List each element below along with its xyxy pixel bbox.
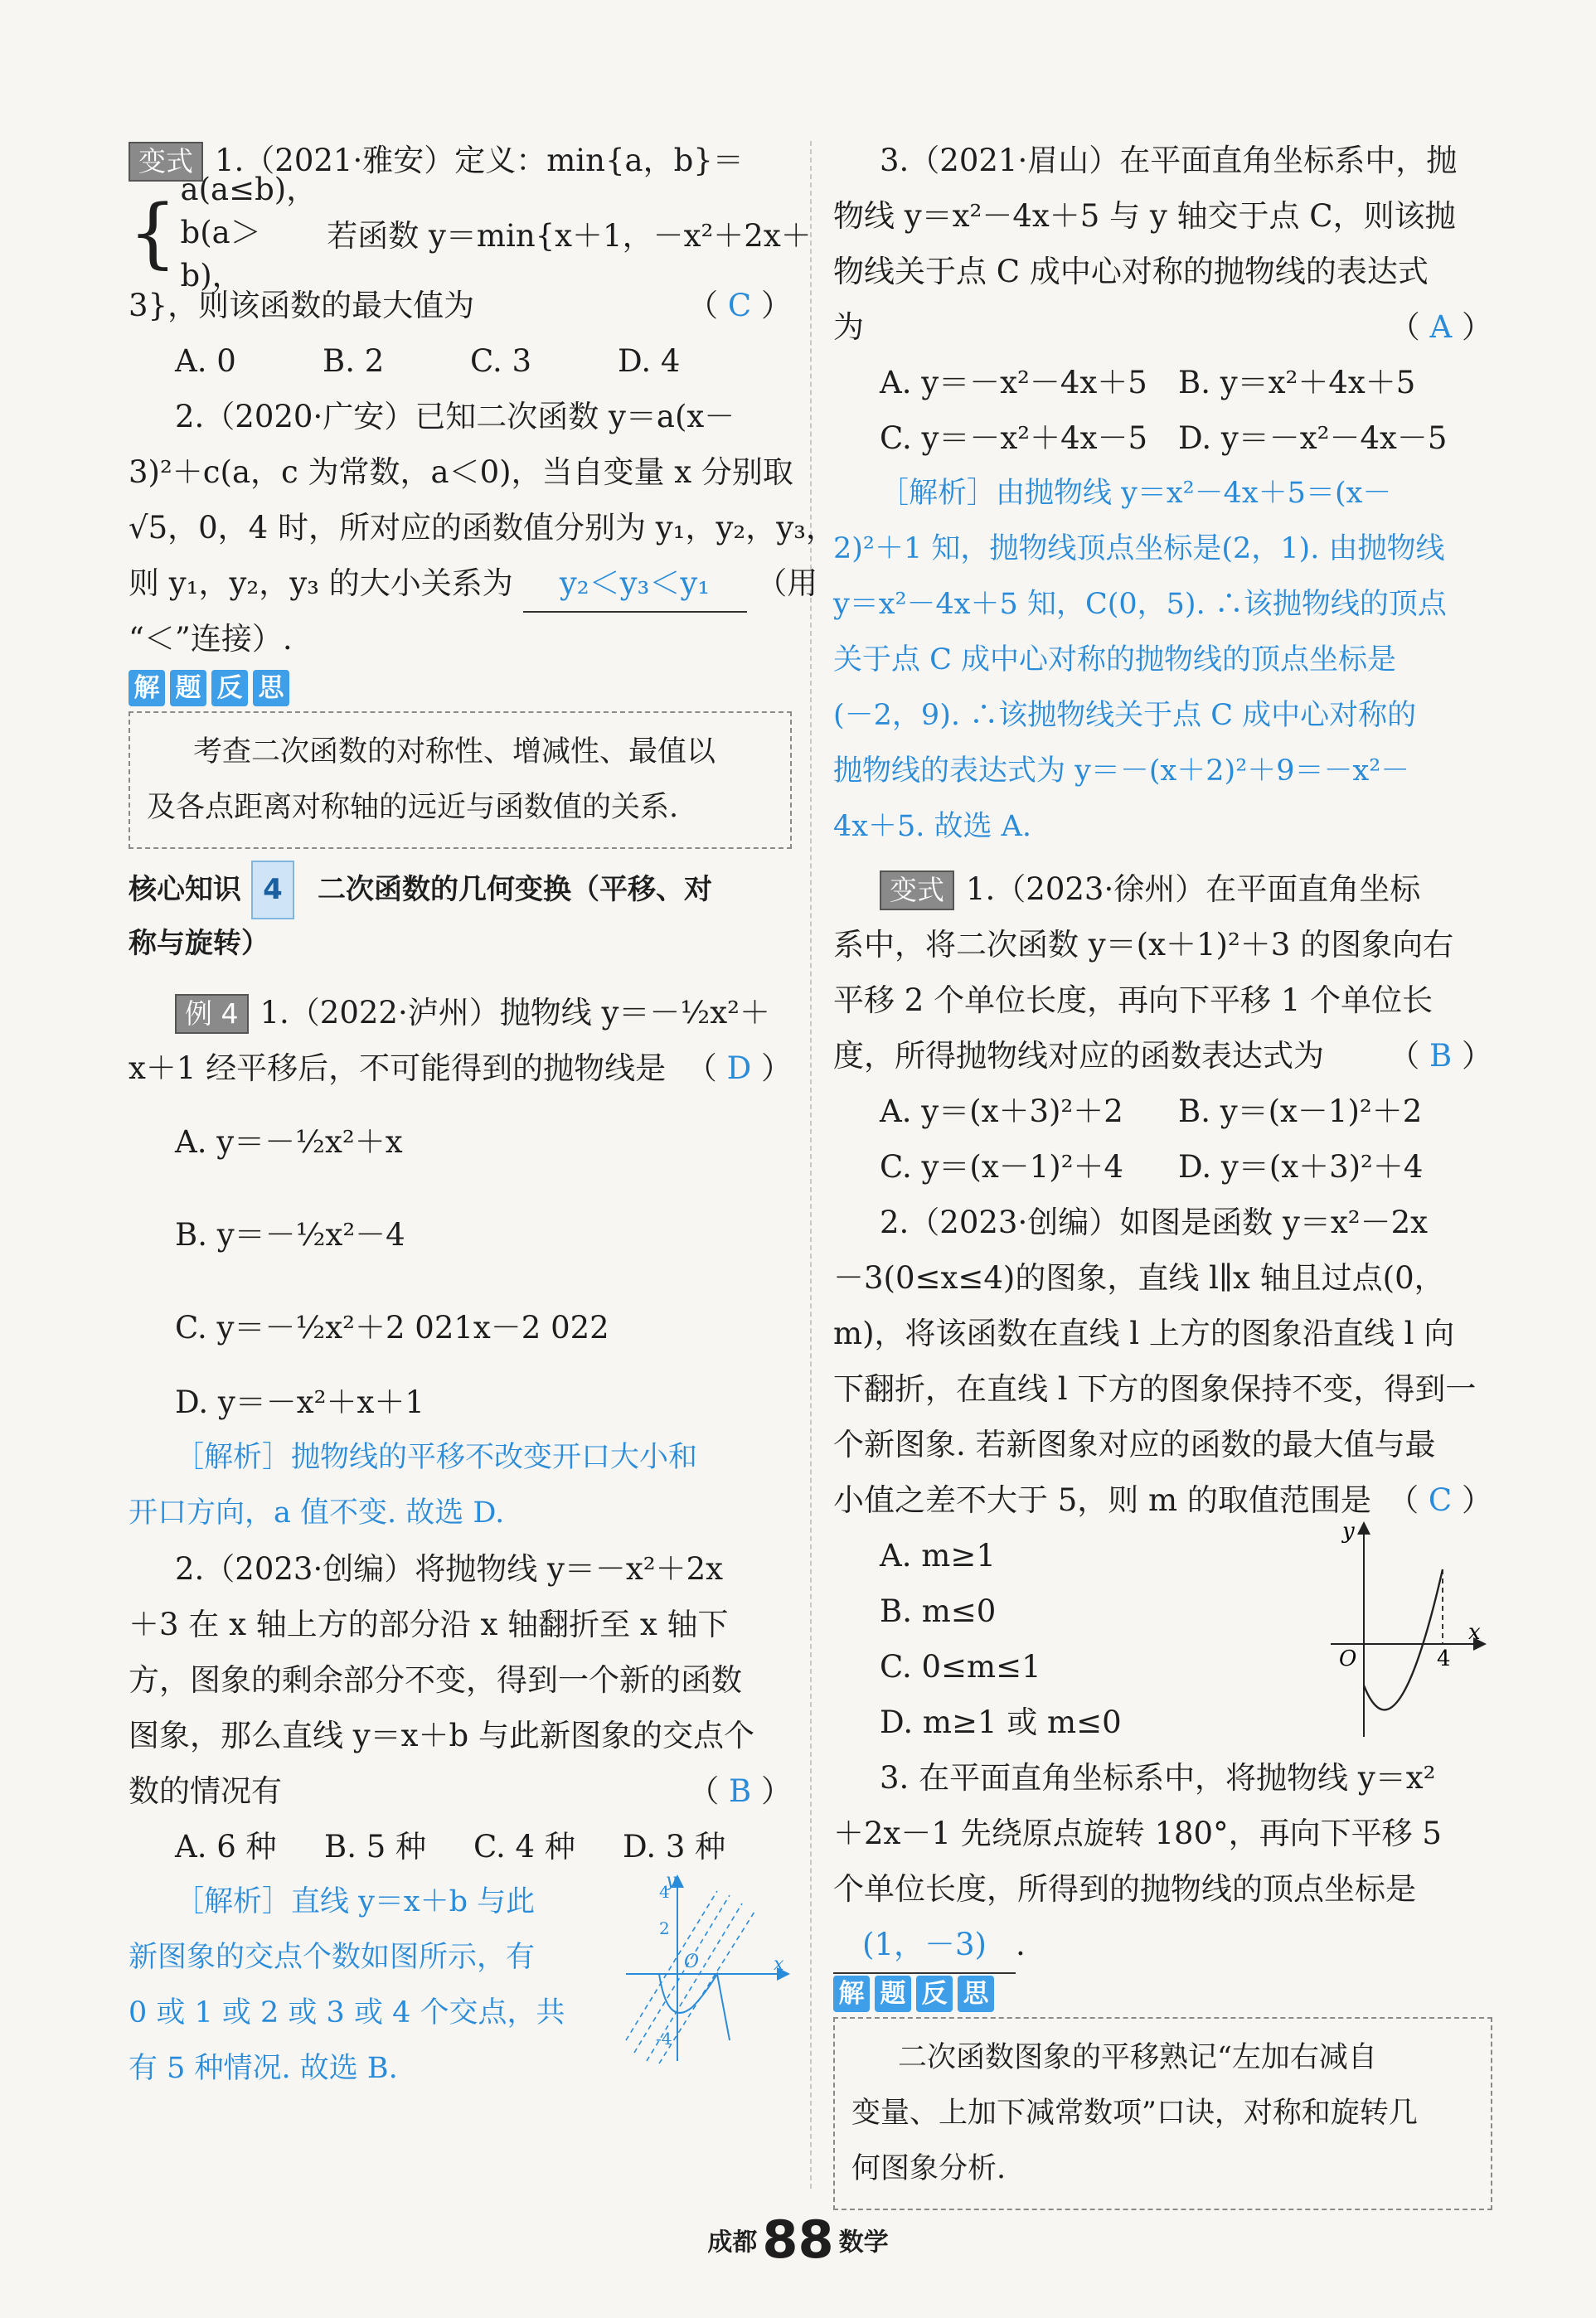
variant1-line3: 3}，则该函数的最大值为 （ C ）: [129, 288, 792, 323]
example2-line2: ＋3 在 x 轴上方的部分沿 x 轴翻折至 x 轴下: [129, 1607, 729, 1642]
answer: C: [727, 288, 752, 323]
example2-line5: 数的情况有 （ B ）: [129, 1773, 792, 1809]
parabola-curve: [1364, 1569, 1443, 1709]
example1-option-b: B. y＝－½x²－4: [175, 1217, 405, 1253]
rv2-figure: [1322, 1520, 1488, 1743]
reflection-header: 解 题 反 思: [129, 670, 792, 706]
right-column: [833, 133, 1492, 2210]
core-knowledge-heading: 核心知识 4 二次函数的几何变换（平移、对: [129, 861, 792, 916]
rv3-line4: (1，－3) .: [833, 1917, 1492, 1972]
variant1-line1: 变式 1.（2021·雅安）定义：min{a，b}＝: [129, 133, 792, 188]
rv2-option-a: A. m≥1: [880, 1538, 996, 1574]
rv2-line4: 下翻折，在直线 l 下方的图象保持不变，得到一: [833, 1371, 1477, 1407]
rv1-line2: 系中，将二次函数 y＝(x＋1)²＋3 的图象向右: [833, 927, 1454, 963]
example1-line2: x＋1 经平移后，不可能得到的抛物线是 （ D ）: [129, 1050, 792, 1086]
q3-line3: 物线关于点 C 成中心对称的抛物线的表达式: [833, 254, 1429, 289]
fig-y-label: y: [666, 1874, 677, 1891]
core-knowledge-heading-cont: 称与旋转）: [129, 927, 269, 960]
rv1-options-ab: A. y＝(x＋3)²＋2 B. y＝(x－1)²＋2: [880, 1094, 1423, 1129]
page-number: 88: [762, 2209, 834, 2270]
rv2-line2: －3(0≤x≤4)的图象，直线 l∥x 轴且过点(0，: [833, 1260, 1445, 1296]
fig-origin-label: O: [1339, 1646, 1357, 1671]
variant2-line2: 3)²＋c(a，c 为常数，a＜0)，当自变量 x 分别取: [129, 454, 793, 490]
rv2-line1: 2.（2023·创编）如图是函数 y＝x²－2x: [880, 1205, 1428, 1240]
footer-subject: 数学: [838, 2228, 889, 2257]
rv2-line3: m)，将该函数在直线 l 上方的图象沿直线 l 向: [833, 1316, 1455, 1351]
reflection-box: 二次函数图象的平移熟记“左加右减自 变量、上加下减常数项”口诀，对称和旋转几 何图象分析.: [833, 2017, 1492, 2210]
fig-tick-4: 4: [1437, 1646, 1451, 1671]
q3-line4: 为 （ A ）: [833, 309, 1492, 345]
example2-line3: 方，图象的剩余部分不变，得到一个新的函数: [129, 1662, 742, 1698]
rv3-line1: 3. 在平面直角坐标系中，将抛物线 y＝x²: [880, 1760, 1436, 1796]
left-column: [129, 133, 837, 2097]
fig-x-label: x: [1468, 1620, 1481, 1645]
answer: A: [1429, 309, 1453, 345]
example1-line1: 例 4 1.（2022·泸州）抛物线 y＝－½x²＋: [129, 985, 792, 1040]
fig-tick-neg4: -4: [656, 2029, 672, 2049]
answer: B: [729, 1773, 752, 1809]
rv2-option-d: D. m≥1 或 m≤0: [880, 1705, 1122, 1740]
variant2-line5: “＜”连接）.: [129, 621, 293, 657]
answer: D: [726, 1050, 752, 1086]
q3-options-ab: A. y＝－x²－4x＋5 B. y＝x²＋4x＋5: [880, 365, 1416, 400]
footer-city: 成都: [707, 2228, 758, 2257]
reflection-box: 考查二次函数的对称性、增减性、最值以 及各点距离对称轴的远近与函数值的关系.: [129, 711, 792, 849]
rv2-option-b: B. m≤0: [880, 1593, 997, 1629]
variant-tag: 变式: [129, 142, 203, 182]
rv2-option-c: C. 0≤m≤1: [880, 1649, 1041, 1685]
example2-line4: 图象，那么直线 y＝x＋b 与此新图象的交点个: [129, 1718, 754, 1753]
rv1-line4: 度，所得抛物线对应的函数表达式为 （ B ）: [833, 1038, 1492, 1074]
variant2-line3: √5，0，4 时，所对应的函数值分别为 y₁，y₂，y₃，: [129, 510, 837, 546]
reflection-header: 解 题 反 思: [833, 1976, 1492, 2012]
column-divider: [810, 141, 812, 2189]
example1-option-c: C. y＝－½x²＋2 021x－2 022: [175, 1310, 609, 1346]
fig-origin-label: O: [684, 1952, 700, 1972]
q3-line2: 物线 y＝x²－4x＋5 与 y 轴交于点 C，则该抛: [833, 198, 1456, 234]
answer: B: [1429, 1038, 1453, 1074]
rv1-line3: 平移 2 个单位长度，再向下平移 1 个单位长: [833, 982, 1433, 1018]
q3-options-cd: C. y＝－x²＋4x－5 D. y＝－x²－4x－5: [880, 420, 1448, 456]
example2-line1: 2.（2023·创编）将抛物线 y＝－x²＋2x: [175, 1551, 723, 1587]
example2-figure: [618, 1874, 792, 2065]
rv3-line3: 个单位长度，所得到的抛物线的顶点坐标是: [833, 1871, 1416, 1907]
page-footer: [0, 2209, 1596, 2270]
variant1-options: A. 0 B. 2 C. 3 D. 4: [175, 343, 681, 379]
example1-option-d: D. y＝－x²＋x＋1: [175, 1384, 424, 1420]
fig-x-label: x: [774, 1954, 784, 1975]
answer: C: [1428, 1482, 1453, 1518]
variant1-piecewise: { a(a≤b)， b(a＞b)， 若函数 y＝min{x＋1，－x²＋2x＋: [129, 172, 812, 293]
fig-tick-4: 4: [659, 1882, 670, 1902]
example1-option-a: A. y＝－½x²＋x: [175, 1124, 403, 1160]
q3-line1: 3.（2021·眉山）在平面直角坐标系中，抛: [880, 143, 1458, 178]
example1-solution: ［解析］抛物线的平移不改变开口大小和: [175, 1441, 698, 1474]
fig-tick-2: 2: [659, 1918, 670, 1938]
fig-y-label: y: [1342, 1520, 1355, 1544]
rv2-line6: 小值之差不大于 5，则 m 的取值范围是 （ C ）: [833, 1482, 1492, 1518]
rv3-line2: ＋2x－1 先绕原点旋转 180°，再向下平移 5: [833, 1816, 1442, 1851]
variant2-line1: 2.（2020·广安）已知二次函数 y＝a(x－: [175, 399, 735, 434]
rv2-options-and-figure: [833, 1520, 1492, 1750]
answer: (1，－3): [833, 1917, 1016, 1974]
example2-solution: ［解析］直线 y＝x＋b 与此 新图象的交点个数如图所示，有 0 或 1 或 2 或 3 或 4 个交点，共 有 5 种情况. 故选 B. y x O 4 2 -4: [129, 1874, 792, 2097]
q3-solution: ［解析］由抛物线 y＝x²－4x＋5＝(x－ 2)²＋1 知，抛物线顶点坐标是(2，1). 由抛物线 y＝x²－4x＋5 知，C(0，5). ∴该抛物线的顶点 关于点 C 成中心对称的抛物线的顶点坐标是 (－2，9). ∴该抛物线关于点 C 成中心对称的 抛物线的表达式为 y＝－(x＋2)²＋9＝－x²－ 4x＋5. 故选 A.: [833, 477, 1447, 843]
example1-solution-cont: 开口方向，a 值不变. 故选 D.: [129, 1496, 505, 1530]
example-tag: 例 4: [175, 994, 249, 1034]
answer: y₂＜y₃＜y₁: [523, 555, 747, 613]
variant-tag: 变式: [880, 870, 954, 910]
variant2-line4: 则 y₁，y₂，y₃ 的大小关系为 y₂＜y₃＜y₁ （用: [129, 555, 792, 611]
rv2-line5: 个新图象. 若新图象对应的函数的最大值与最: [833, 1427, 1436, 1462]
example2-options: A. 6 种 B. 5 种 C. 4 种 D. 3 种: [175, 1829, 726, 1865]
rv1-line1: 变式 1.（2023·徐州）在平面直角坐标: [833, 861, 1492, 917]
dashed-lines: [626, 1891, 754, 2063]
rv1-options-cd: C. y＝(x－1)²＋4 D. y＝(x＋3)²＋4: [880, 1149, 1424, 1185]
